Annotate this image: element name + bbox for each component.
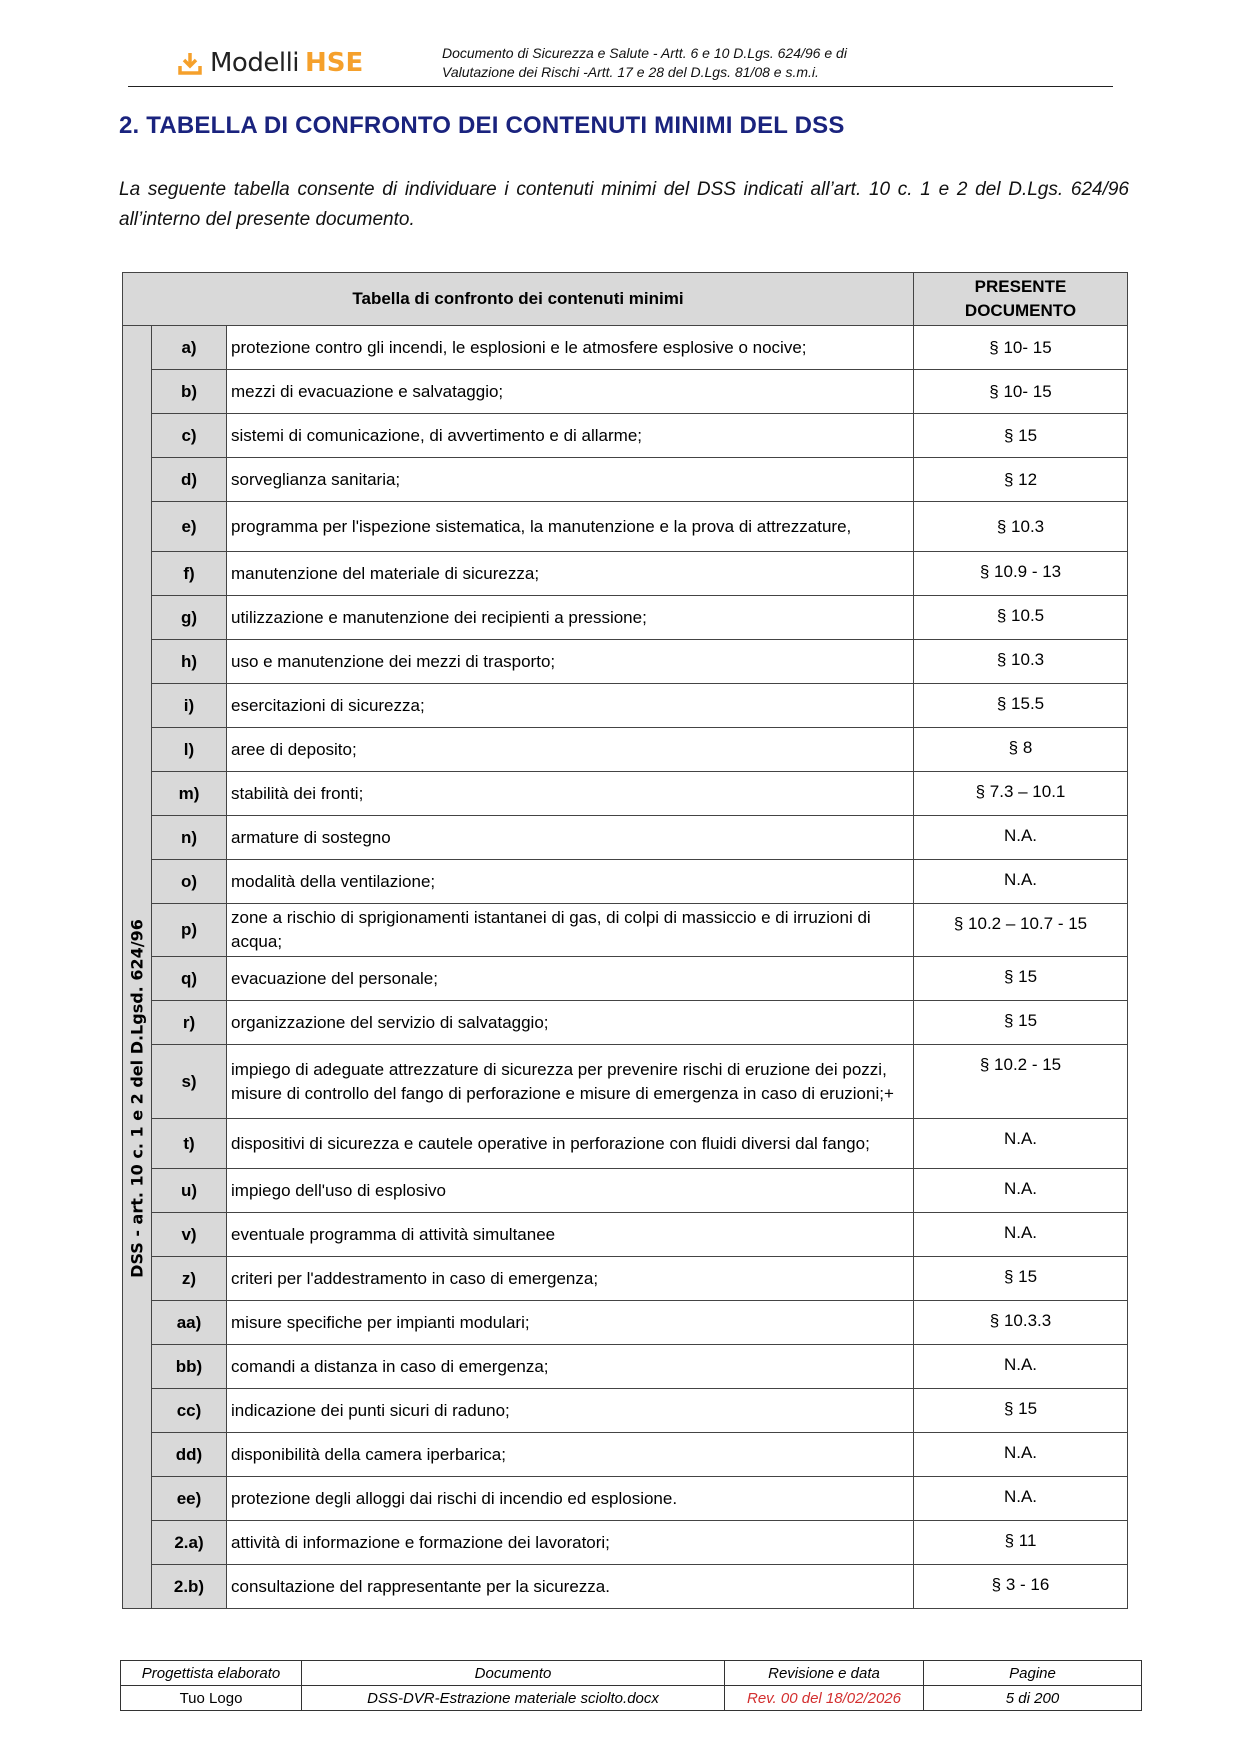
table-row [123, 684, 1128, 728]
row-description: disponibilità della camera iperbarica; [227, 1433, 914, 1477]
row-reference: § 11 [914, 1521, 1128, 1565]
header-description-line2: Valutazione dei Rischi -Artt. 17 e 28 del D.Lgs. 81/08 e s.m.i. [442, 64, 819, 80]
row-description: modalità della ventilazione; [227, 860, 914, 904]
row-code: d) [152, 458, 227, 502]
table-row [123, 1119, 1128, 1169]
row-description: organizzazione del servizio di salvataggio; [227, 1001, 914, 1045]
row-code: m) [152, 772, 227, 816]
row-description: sistemi di comunicazione, di avvertimento e di allarme; [227, 414, 914, 458]
table-row [123, 552, 1128, 596]
row-description: dispositivi di sicurezza e cautele operative in perforazione con fluidi diversi dal fango; [227, 1119, 914, 1169]
row-description: stabilità dei fronti; [227, 772, 914, 816]
row-reference: § 10- 15 [914, 326, 1128, 370]
footer-label-designer: Progettista elaborato [121, 1661, 302, 1686]
download-icon [178, 51, 202, 75]
row-code: a) [152, 326, 227, 370]
row-description: esercitazioni di sicurezza; [227, 684, 914, 728]
table-row [123, 1301, 1128, 1345]
table-row [123, 1477, 1128, 1521]
table-header-row [123, 273, 1128, 326]
row-code: q) [152, 957, 227, 1001]
table-row [123, 860, 1128, 904]
row-reference: § 10.5 [914, 596, 1128, 640]
logo-text: Modelli [210, 48, 300, 78]
footer-label-pages: Pagine [924, 1661, 1142, 1686]
table-row [123, 1213, 1128, 1257]
row-code: b) [152, 370, 227, 414]
row-description: sorveglianza sanitaria; [227, 458, 914, 502]
row-reference: § 3 - 16 [914, 1565, 1128, 1609]
row-description: criteri per l'addestramento in caso di emergenza; [227, 1257, 914, 1301]
row-code: r) [152, 1001, 227, 1045]
row-reference: § 10.2 – 10.7 - 15 [914, 904, 1128, 957]
row-code: u) [152, 1169, 227, 1213]
table-row [123, 1001, 1128, 1045]
footer-document: DSS-DVR-Estrazione materiale sciolto.docx [302, 1686, 725, 1711]
row-description: consultazione del rappresentante per la sicurezza. [227, 1565, 914, 1609]
page-header [128, 40, 1113, 87]
row-description: eventuale programma di attività simultanee [227, 1213, 914, 1257]
logo-accent: HSE [305, 48, 364, 78]
row-reference: N.A. [914, 1169, 1128, 1213]
footer-table [120, 1660, 1142, 1711]
table-row [123, 596, 1128, 640]
row-code: s) [152, 1045, 227, 1119]
row-code: ee) [152, 1477, 227, 1521]
row-description: manutenzione del materiale di sicurezza; [227, 552, 914, 596]
row-code: cc) [152, 1389, 227, 1433]
row-reference: § 10.3 [914, 640, 1128, 684]
row-reference: N.A. [914, 860, 1128, 904]
row-reference: N.A. [914, 1477, 1128, 1521]
row-reference: § 10.2 - 15 [914, 1045, 1128, 1119]
row-reference: § 15 [914, 957, 1128, 1001]
row-code: i) [152, 684, 227, 728]
header-main: Tabella di confronto dei contenuti minimi [123, 273, 914, 326]
row-description: indicazione dei punti sicuri di raduno; [227, 1389, 914, 1433]
table-row [123, 728, 1128, 772]
row-reference: § 15 [914, 1257, 1128, 1301]
row-reference: § 10.3 [914, 502, 1128, 552]
section-title: 2. TABELLA DI CONFRONTO DEI CONTENUTI MINIMI DEL DSS [119, 112, 845, 139]
row-code: h) [152, 640, 227, 684]
row-reference: § 7.3 – 10.1 [914, 772, 1128, 816]
table-row [123, 1565, 1128, 1609]
row-code: e) [152, 502, 227, 552]
table-row [123, 1521, 1128, 1565]
table-row [123, 1345, 1128, 1389]
row-reference: N.A. [914, 1433, 1128, 1477]
row-code: t) [152, 1119, 227, 1169]
header-description [442, 44, 847, 82]
row-reference: § 8 [914, 728, 1128, 772]
row-code: f) [152, 552, 227, 596]
row-code: 2.a) [152, 1521, 227, 1565]
row-reference: § 15 [914, 1389, 1128, 1433]
footer-pages: 5 di 200 [924, 1686, 1142, 1711]
table-row [123, 1433, 1128, 1477]
row-description: armature di sostegno [227, 816, 914, 860]
row-code: g) [152, 596, 227, 640]
row-description: comandi a distanza in caso di emergenza; [227, 1345, 914, 1389]
row-description: protezione degli alloggi dai rischi di incendio ed esplosione. [227, 1477, 914, 1521]
row-description: utilizzazione e manutenzione dei recipienti a pressione; [227, 596, 914, 640]
side-label: DSS - art. 10 c. 1 e 2 del D.Lgsd. 624/96 [127, 919, 147, 1278]
table-row [123, 1045, 1128, 1119]
row-description: zone a rischio di sprigionamenti istantanei di gas, di colpi di massiccio e di irruzioni di acqua; [227, 904, 914, 957]
table-row [123, 370, 1128, 414]
row-description: impiego dell'uso di esplosivo [227, 1169, 914, 1213]
row-description: impiego di adeguate attrezzature di sicurezza per prevenire rischi di eruzione dei pozzi, misure di controllo del fango di perforazione e misure di emergenza in caso di eruzioni;+ [227, 1045, 914, 1119]
side-label-cell [123, 326, 152, 1609]
row-reference: N.A. [914, 1119, 1128, 1169]
row-description: evacuazione del personale; [227, 957, 914, 1001]
footer-label-document: Documento [302, 1661, 725, 1686]
row-code: o) [152, 860, 227, 904]
footer-designer: Tuo Logo [121, 1686, 302, 1711]
header-doc: PRESENTE DOCUMENTO [914, 273, 1128, 326]
row-code: aa) [152, 1301, 227, 1345]
table-row [123, 1389, 1128, 1433]
table-row [123, 1169, 1128, 1213]
row-code: v) [152, 1213, 227, 1257]
table-row [123, 326, 1128, 370]
row-description: uso e manutenzione dei mezzi di trasporto; [227, 640, 914, 684]
row-code: 2.b) [152, 1565, 227, 1609]
row-code: z) [152, 1257, 227, 1301]
row-reference: § 15 [914, 1001, 1128, 1045]
row-reference: § 12 [914, 458, 1128, 502]
table-row [123, 772, 1128, 816]
row-reference: N.A. [914, 816, 1128, 860]
row-description: mezzi di evacuazione e salvataggio; [227, 370, 914, 414]
row-reference: § 15.5 [914, 684, 1128, 728]
table-row [123, 957, 1128, 1001]
row-code: bb) [152, 1345, 227, 1389]
table-row [123, 816, 1128, 860]
row-code: p) [152, 904, 227, 957]
row-reference: N.A. [914, 1213, 1128, 1257]
row-code: c) [152, 414, 227, 458]
table-row [123, 414, 1128, 458]
footer-label-revision: Revisione e data [725, 1661, 924, 1686]
row-reference: § 10.3.3 [914, 1301, 1128, 1345]
row-description: protezione contro gli incendi, le esplosioni e le atmosfere esplosive o nocive; [227, 326, 914, 370]
row-code: n) [152, 816, 227, 860]
row-description: programma per l'ispezione sistematica, la manutenzione e la prova di attrezzature, [227, 502, 914, 552]
row-reference: § 10.9 - 13 [914, 552, 1128, 596]
table-row [123, 458, 1128, 502]
table-row [123, 640, 1128, 684]
table-row [123, 1257, 1128, 1301]
logo [178, 48, 363, 78]
row-code: l) [152, 728, 227, 772]
comparison-table [122, 272, 1128, 1609]
table-row [123, 904, 1128, 957]
row-reference: N.A. [914, 1345, 1128, 1389]
header-description-line1: Documento di Sicurezza e Salute - Artt. 6 e 10 D.Lgs. 624/96 e di [442, 45, 847, 61]
intro-paragraph: La seguente tabella consente di individuare i contenuti minimi del DSS indicati all’art. 10 c. 1 e 2 del D.Lgs. 624/96 all’interno del presente documento. [119, 179, 1129, 230]
table-row [123, 502, 1128, 552]
row-reference: § 10- 15 [914, 370, 1128, 414]
row-description: misure specifiche per impianti modulari; [227, 1301, 914, 1345]
row-code: dd) [152, 1433, 227, 1477]
row-description: aree di deposito; [227, 728, 914, 772]
row-reference: § 15 [914, 414, 1128, 458]
footer-revision: Rev. 00 del 18/02/2026 [725, 1686, 924, 1711]
row-description: attività di informazione e formazione dei lavoratori; [227, 1521, 914, 1565]
